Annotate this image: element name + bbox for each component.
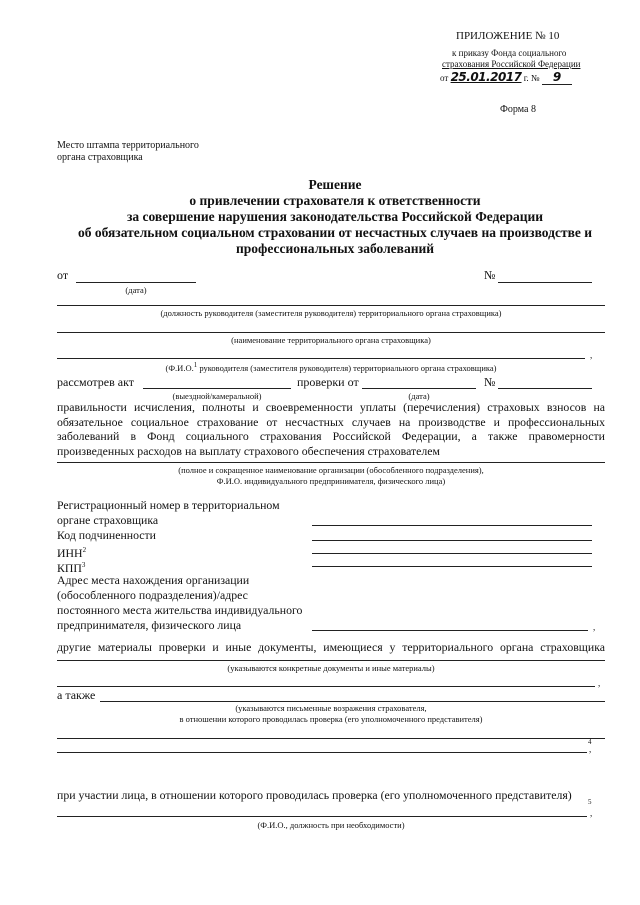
objections-field-2[interactable]: [57, 738, 605, 739]
footnote-4-marker: 4: [588, 738, 592, 746]
other-materials-field-1[interactable]: [57, 660, 605, 661]
other-materials-comma: ,: [598, 678, 601, 688]
inspection-type-caption: (выездной/камеральной): [172, 391, 262, 401]
participant-fio-field[interactable]: [57, 816, 587, 817]
title-line-4: об обязательном социальном страховании от несчастных случаев на производстве и: [77, 225, 593, 240]
inspection-type-field[interactable]: [143, 388, 291, 389]
fio-comma: ,: [590, 350, 593, 360]
org-name-caption: (наименование территориального органа страховщика): [231, 335, 431, 345]
address-label-2: (обособленного подразделения)/адрес: [57, 588, 248, 602]
reviewed-label: рассмотрев акт: [57, 375, 135, 389]
other-materials-caption: (указываются конкретные документы и иные материалы): [227, 663, 435, 673]
subordination-code-label: Код подчиненности: [57, 528, 156, 542]
date-field[interactable]: [76, 282, 196, 283]
from-label: от: [57, 268, 69, 282]
title-line-5: профессиональных заболеваний: [235, 241, 435, 256]
address-label-3: постоянного места жительства индивидуального: [57, 603, 303, 617]
order-year-suffix: г. №: [523, 73, 540, 83]
decision-number-field[interactable]: [498, 282, 592, 283]
order-date-row: [440, 70, 572, 85]
participant-caption: (Ф.И.О., должность при необходимости): [257, 820, 405, 830]
head-fio-caption: (Ф.И.О.$^1$ руководителя (заместителя руководителя) территориального органа страховщика): [165, 361, 497, 373]
date-caption: (дата): [125, 285, 147, 295]
policyholder-caption-2: Ф.И.О. индивидуального предпринимателя, физического лица): [216, 476, 446, 486]
objections-field-1[interactable]: [100, 701, 605, 702]
order-line-1: к приказу Фонда социального: [452, 48, 567, 58]
objections-caption-2: в отношении которого проводилась проверка (его уполномоченного представителя): [179, 714, 483, 724]
participant-comma: ,: [590, 808, 593, 818]
org-name-field[interactable]: [57, 332, 605, 333]
objections-field-3[interactable]: [57, 752, 587, 753]
title-line-3: за совершение нарушения законодательства Российской Федерации: [126, 209, 544, 224]
policyholder-name-field[interactable]: [57, 462, 605, 463]
order-date-handwritten: 25.01.2017: [450, 70, 522, 84]
form-label: Форма 8: [500, 104, 536, 115]
policyholder-caption-1: (полное и сокращенное наименование организации (обособленного подразделения),: [178, 465, 484, 475]
head-fio-field[interactable]: [57, 358, 585, 359]
stamp-place-line-1: Место штампа территориального: [57, 140, 199, 151]
other-materials-text: другие материалы проверки и иные документы, имеющиеся у территориального органа страховщика: [57, 640, 605, 654]
subordination-code-field[interactable]: [312, 540, 592, 541]
inspection-label: проверки от: [297, 375, 359, 389]
reg-number-label-1: Регистрационный номер в территориальном: [57, 498, 280, 512]
order-number-handwritten: 9: [542, 70, 572, 85]
inn-label: ИНН$^2$: [57, 545, 87, 560]
title-line-2: о привлечении страхователя к ответственности: [189, 193, 481, 208]
act-number-sign: №: [484, 375, 496, 389]
body-paragraph: правильности исчисления, полноты и своевременности уплаты (перечисления) страховых взносов на обязательное социальное страхование от несчастных случаев на производстве и профессиональных заболеваний в Фонд социального страхования Российской Федерации, а также правомерности произведенных расходов на выплату страхового обеспечения страхователем: [57, 400, 605, 458]
inn-field[interactable]: [312, 553, 592, 554]
objections-caption-1: (указываются письменные возражения страхователя,: [235, 703, 427, 713]
participation-text: при участии лица, в отношении которого проводилась проверка (его уполномоченного представителя): [57, 788, 572, 802]
number-sign: №: [484, 268, 496, 282]
kpp-field[interactable]: [312, 566, 592, 567]
appendix-label: ПРИЛОЖЕНИЕ № 10: [456, 30, 560, 42]
objections-comma: ,: [589, 744, 592, 754]
act-number-field[interactable]: [498, 388, 592, 389]
stamp-place-line-2: органа страховщика: [57, 152, 143, 163]
other-materials-field-2[interactable]: [57, 686, 595, 687]
order-line-2: страхования Российской Федерации: [442, 59, 581, 69]
title-line-1: Решение: [308, 177, 362, 192]
head-position-field[interactable]: [57, 305, 605, 306]
address-label-4: предпринимателя, физического лица: [57, 618, 242, 632]
also-label: а также: [57, 688, 96, 702]
order-from-prefix: от: [440, 73, 449, 83]
address-comma: ,: [593, 622, 596, 632]
reg-number-label-2: органе страховщика: [57, 513, 159, 527]
inspection-date-caption: (дата): [408, 391, 430, 401]
address-field[interactable]: [312, 630, 588, 631]
head-position-caption: (должность руководителя (заместителя руководителя) территориального органа страховщика): [160, 308, 502, 318]
kpp-label: КПП$^3$: [57, 560, 86, 575]
footnote-5-marker: 5: [588, 798, 592, 806]
inspection-date-field[interactable]: [362, 388, 476, 389]
reg-number-field[interactable]: [312, 525, 592, 526]
address-label-1: Адрес места нахождения организации: [57, 573, 250, 587]
